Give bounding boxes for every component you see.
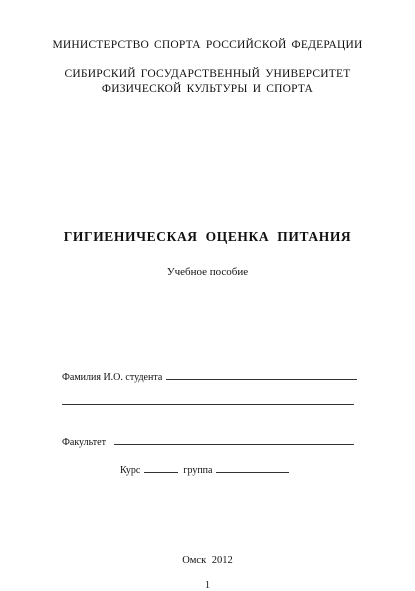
faculty-blank [114,434,354,445]
student-name-blank [166,369,357,380]
student-name-label: Фамилия И.О. студента [62,372,163,383]
course-group-row [120,462,289,476]
university-name-line-2: ФИЗИЧЕСКОЙ КУЛЬТУРЫ И СПОРТА [101,83,314,95]
faculty-row [62,434,354,448]
course-label: Курс [120,465,141,476]
student-name-row [62,369,357,383]
document-subtitle: Учебное пособие [166,266,249,278]
city-year: Омск 2012 [182,555,233,566]
faculty-label: Факультет [62,437,106,448]
course-blank [144,462,178,473]
university-name-line-1: СИБИРСКИЙ ГОСУДАРСТВЕННЫЙ УНИВЕРСИТЕТ [64,68,351,80]
page-number: 1 [205,580,210,591]
ministry-heading: МИНИСТЕРСТВО СПОРТА РОССИЙСКОЙ ФЕДЕРАЦИИ [52,39,363,51]
student-name-continuation-blank [62,404,354,405]
group-blank [216,462,289,473]
document-title: ГИГИЕНИЧЕСКАЯ ОЦЕНКА ПИТАНИЯ [63,229,352,244]
group-label: группа [183,465,213,476]
